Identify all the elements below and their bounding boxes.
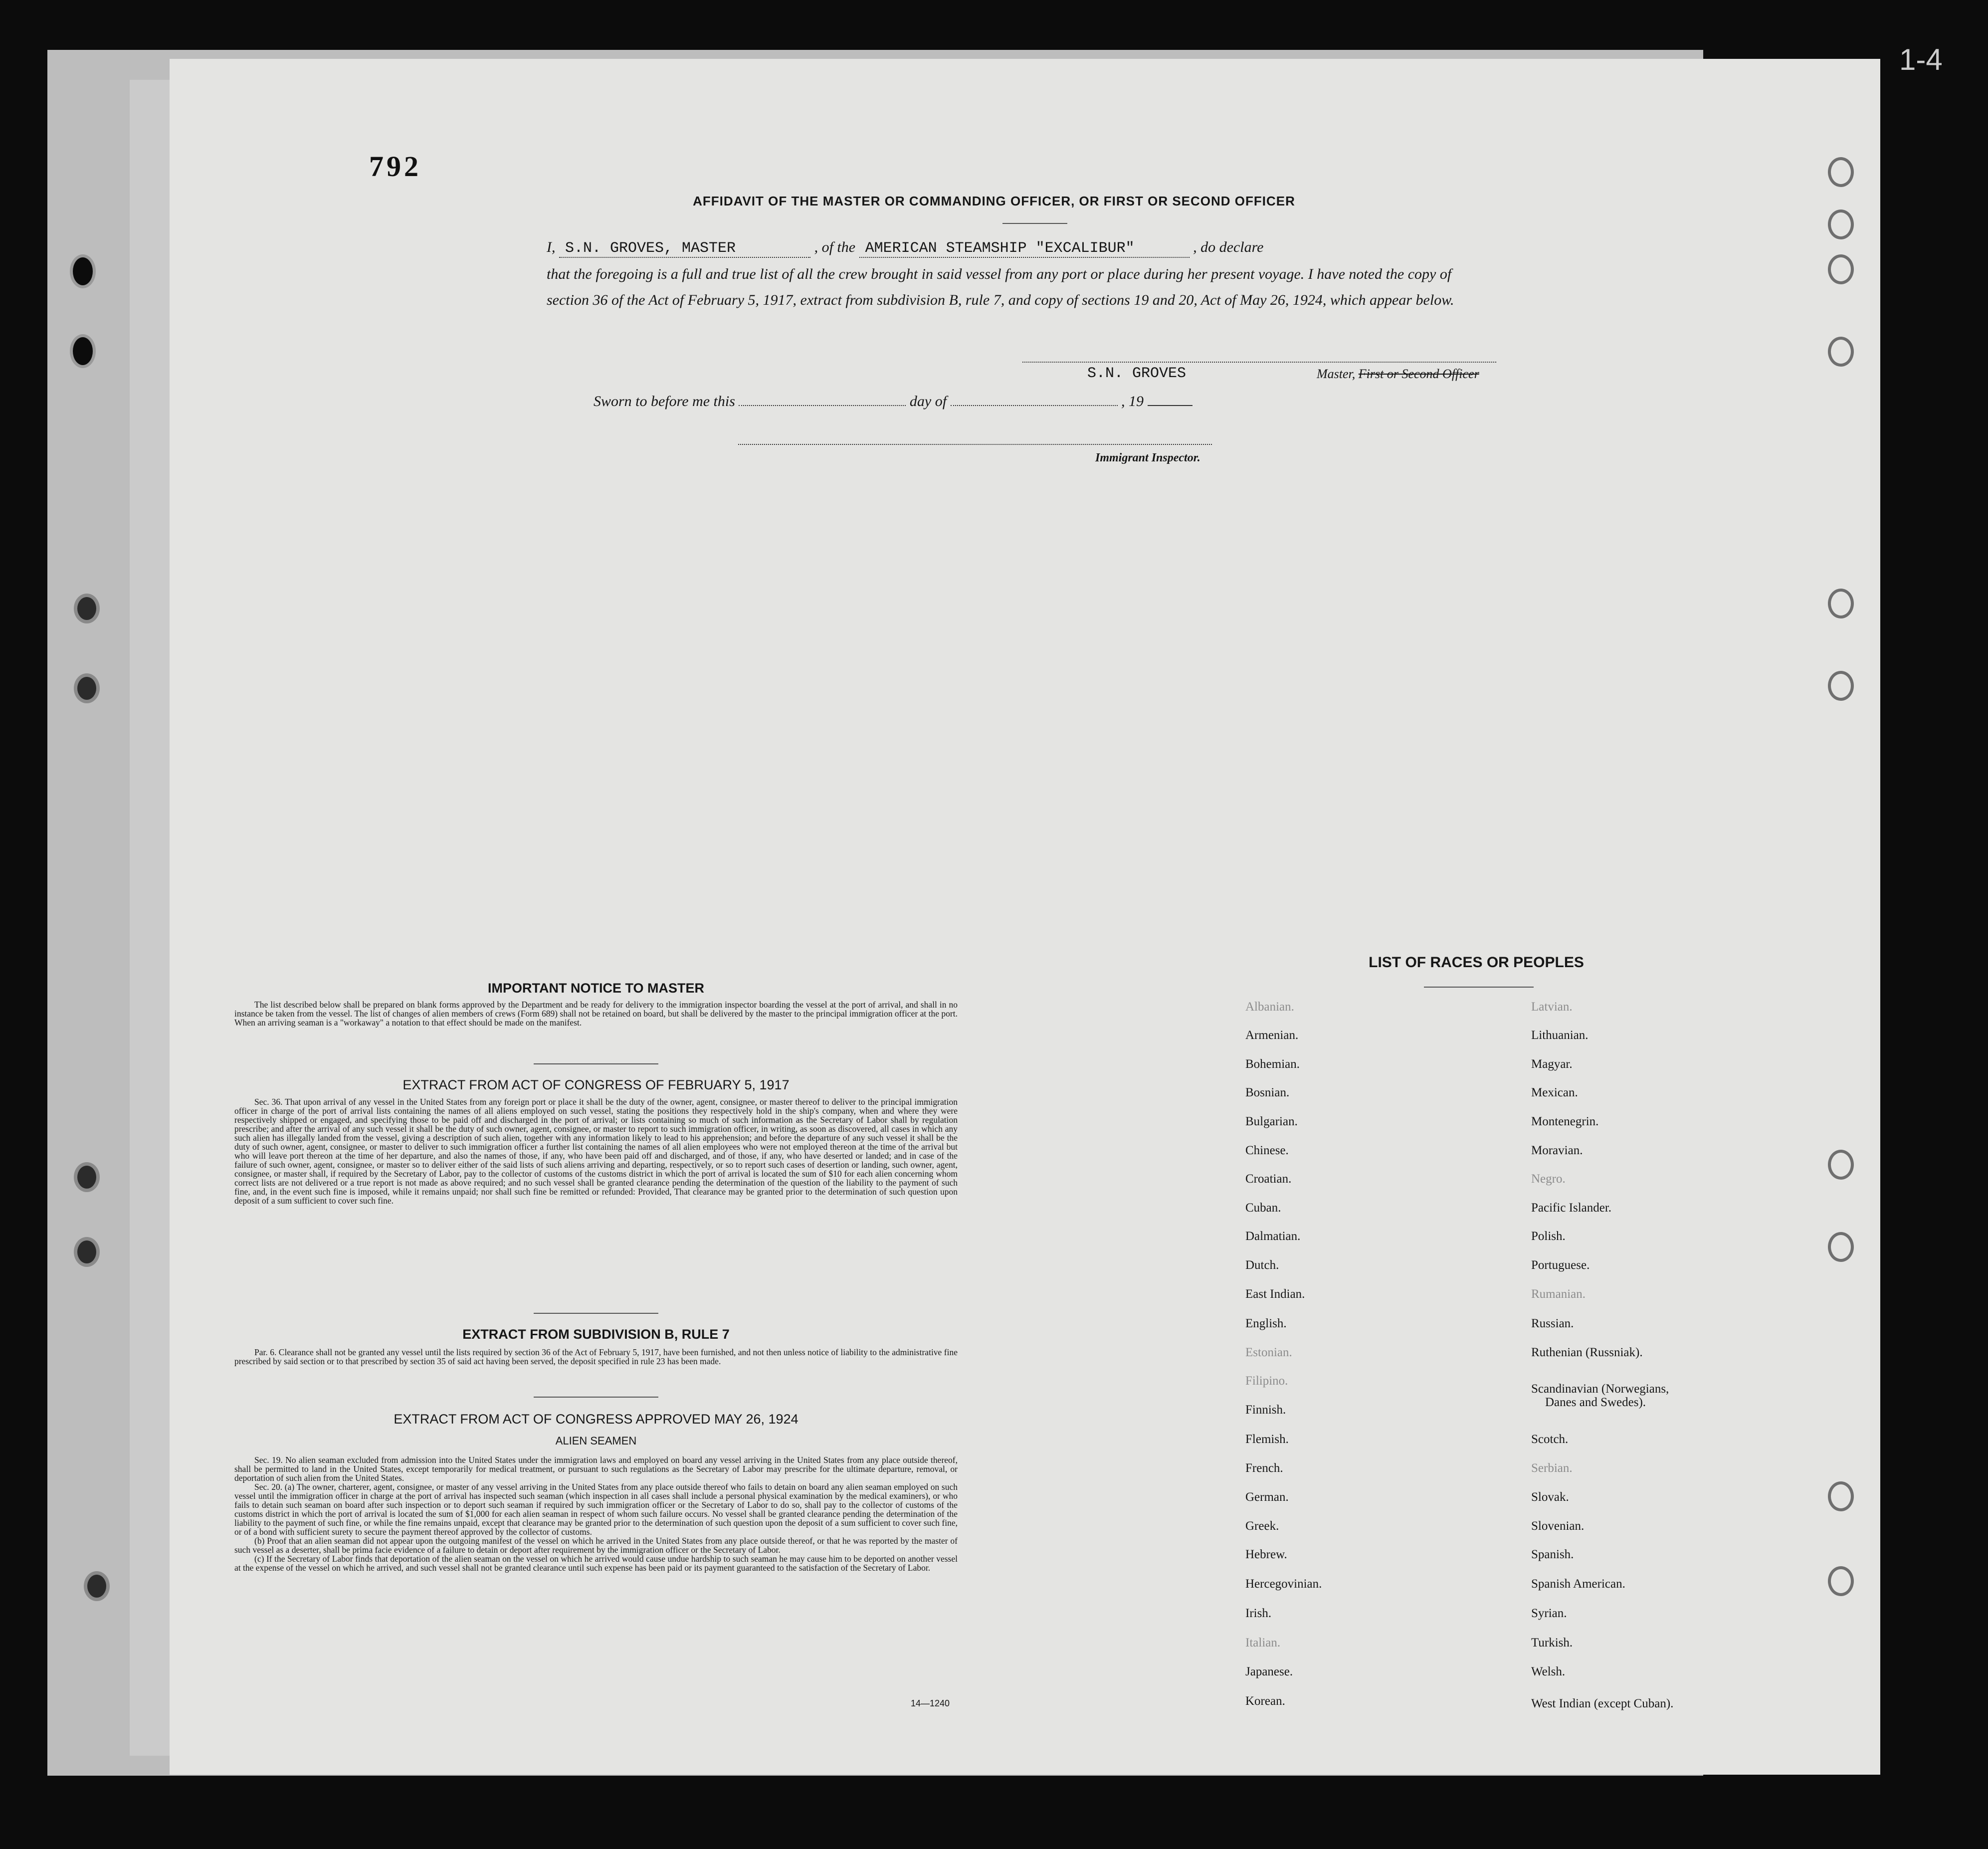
inspector-label: Immigrant Inspector. bbox=[1095, 451, 1200, 464]
race-item: Finnish. bbox=[1245, 1403, 1286, 1417]
race-item: Welsh. bbox=[1531, 1665, 1566, 1678]
race-item: Syrian. bbox=[1531, 1607, 1567, 1620]
affidavit-text: that the foregoing is a full and true list of all the crew brought in said vessel from any port or place during her present voyage. I have noted the copy of section 36 of the Act of February 5, 1917, extract from subdivision B, rule 7, and copy of sections 19 and 20, Act of May 26, 1924, which appear below. bbox=[547, 266, 1454, 308]
race-item: Moravian. bbox=[1531, 1144, 1583, 1157]
extract-1924-text: Sec. 19. No alien seaman excluded from admission into the United States under the immigration laws and employed on board any vessel arriving in the United States from any place outside thereof, shall be permitted to land in the United States, except temporarily for medical treatment, or pursuant to such regulations as the Secretary of Labor may prescribe for the ultimate departure, removal, or deportation of such alien from the United States. Sec. 20. (a) The owner, charterer, agent, consignee, or master of any vessel arriving in the United States from any place outside thereof who fails to detain on board any alien seaman employed on such vessel until the immigration officer in charge at the port of arrival has inspected such seaman (which inspection in all cases shall include a personal physical examination by the medical examiners), or who fails to detain such seaman on board after such inspection or to deport such seaman if required by such immigration officer or the Secretary of Labor to do so, shall pay to the collector of customs of the customs district in which the port of arrival is located the sum of $1,000 for each alien seaman in respect of whom such failure occurs. No vessel shall be granted clearance pending the determination of the liability to the payment of such fine, or while the fine remains unpaid, except that clearance may be granted prior to the determination of such question upon the deposit of a sum sufficient to cover such fine, or of a bond with sufficient surety to secure the payment thereof approved by the collector of customs. (b) Proof that an alien seaman did not appear upon the outgoing manifest of the vessel on which he arrived in the United States from any place outside thereof, or that he was reported by the master of such vessel as a deserter, shall be prima facie evidence of a failure to detain or deport after requirement by the immigration officer or the Secretary of Labor. (c) If the Secretary of Labor finds that deportation of the alien seaman on the vessel on which he arrived would cause undue hardship to such seaman he may cause him to be deported on another vessel at the expense of the vessel on which he arrived, and such vessel shall not be granted clearance until such expense has been paid or its payment guaranteed to the satisfaction of the Secretary of Labor. bbox=[234, 1455, 958, 1573]
punch-hole bbox=[1828, 209, 1854, 239]
race-item: Dalmatian. bbox=[1245, 1230, 1301, 1243]
races-title: LIST OF RACES OR PEOPLES bbox=[1369, 954, 1584, 971]
race-item: English. bbox=[1245, 1317, 1287, 1330]
signature-title: Master, First or Second Officer bbox=[1317, 367, 1479, 381]
race-item: Lithuanian. bbox=[1531, 1028, 1589, 1042]
punch-hole bbox=[1828, 671, 1854, 701]
notice-text: The list described below shall be prepared on blank forms approved by the Department and be ready for delivery to the immigration inspector boarding the vessel at the port of arrival, and shall in no instance be taken from the vessel. The list of changes of alien members of crews (Form 689) shall not be retained on board, but shall be delivered by the master to the principal immigration officer at the port. When an arriving seaman is a "workaway" a notation to that effect should be made on the manifest. bbox=[234, 1000, 958, 1027]
form-number: 14—1240 bbox=[911, 1698, 950, 1708]
inspector-signature-line bbox=[738, 444, 1212, 445]
binder-hole bbox=[70, 334, 96, 368]
race-item: Scandinavian (Norwegians, bbox=[1531, 1382, 1669, 1396]
punch-hole bbox=[1828, 337, 1854, 367]
race-item: Slovak. bbox=[1531, 1490, 1569, 1504]
of-the-text: , of the bbox=[814, 239, 856, 255]
corner-mark: 1-4 bbox=[1899, 43, 1943, 76]
race-item: Negro. bbox=[1531, 1172, 1566, 1186]
sworn-line: Sworn to before me this day of , 19 bbox=[594, 393, 1193, 410]
vessel-field: AMERICAN STEAMSHIP "EXCALIBUR" bbox=[859, 240, 1190, 258]
race-item: Estonian. bbox=[1245, 1346, 1292, 1359]
race-item: Serbian. bbox=[1531, 1461, 1573, 1475]
affidavit-lead: I, bbox=[547, 239, 556, 255]
race-item: Cuban. bbox=[1245, 1201, 1281, 1215]
race-item: Japanese. bbox=[1245, 1665, 1293, 1678]
extract-rule7-text: Par. 6. Clearance shall not be granted any vessel until the lists required by section 36 of the Act of February 5, 1917, have been furnished, and not then unless notice of liability to the administrative fine prescribed by said section or to that prescribed by section 35 of said act having been served, the deposit specified in rule 23 has been made. bbox=[234, 1347, 958, 1366]
punch-hole bbox=[1828, 1566, 1854, 1596]
race-item: German. bbox=[1245, 1490, 1289, 1504]
race-item: Pacific Islander. bbox=[1531, 1201, 1612, 1215]
race-item: Mexican. bbox=[1531, 1086, 1578, 1099]
binder-hole bbox=[70, 254, 96, 288]
divider bbox=[534, 1313, 658, 1314]
punch-hole bbox=[1828, 157, 1854, 187]
extract-1924-subtitle: ALIEN SEAMEN bbox=[555, 1435, 637, 1447]
race-item: Ruthenian (Russniak). bbox=[1531, 1346, 1643, 1359]
race-item: Armenian. bbox=[1245, 1028, 1299, 1042]
race-item: Bohemian. bbox=[1245, 1057, 1300, 1071]
binder-hole bbox=[74, 1162, 100, 1192]
divider bbox=[534, 1397, 658, 1398]
race-item: Slovenian. bbox=[1531, 1519, 1585, 1533]
race-item: East Indian. bbox=[1245, 1287, 1305, 1301]
declarant-field: S.N. GROVES, MASTER bbox=[559, 240, 810, 258]
extract-rule7-title: EXTRACT FROM SUBDIVISION B, RULE 7 bbox=[462, 1327, 730, 1342]
race-item: Danes and Swedes). bbox=[1545, 1396, 1646, 1409]
race-item: Portuguese. bbox=[1531, 1258, 1590, 1272]
stamp-number: 792 bbox=[369, 150, 421, 183]
race-item: Russian. bbox=[1531, 1317, 1574, 1330]
race-item: Korean. bbox=[1245, 1694, 1285, 1708]
race-item: Hebrew. bbox=[1245, 1548, 1287, 1561]
divider bbox=[1002, 223, 1067, 224]
race-item: Dutch. bbox=[1245, 1258, 1279, 1272]
punch-hole bbox=[1828, 254, 1854, 284]
race-item: Flemish. bbox=[1245, 1433, 1289, 1446]
race-item: Filipino. bbox=[1245, 1374, 1288, 1388]
race-item: Montenegrin. bbox=[1531, 1115, 1599, 1128]
divider bbox=[1424, 987, 1534, 988]
affidavit-title: AFFIDAVIT OF THE MASTER OR COMMANDING OFFICER, OR FIRST OR SECOND OFFICER bbox=[693, 194, 1295, 208]
extract-1924-title: EXTRACT FROM ACT OF CONGRESS APPROVED MAY 26, 1924 bbox=[394, 1412, 798, 1427]
race-item: Polish. bbox=[1531, 1230, 1566, 1243]
notice-title: IMPORTANT NOTICE TO MASTER bbox=[488, 981, 704, 996]
affidavit-body bbox=[547, 234, 1494, 313]
binder-hole bbox=[84, 1571, 110, 1601]
punch-hole bbox=[1828, 1232, 1854, 1262]
punch-hole bbox=[1828, 1481, 1854, 1511]
race-item: Croatian. bbox=[1245, 1172, 1292, 1186]
do-declare-text: , do declare bbox=[1193, 239, 1264, 255]
race-item: Spanish American. bbox=[1531, 1577, 1625, 1591]
race-item: Irish. bbox=[1245, 1607, 1272, 1620]
signature-line bbox=[1022, 362, 1496, 363]
binder-hole bbox=[74, 1237, 100, 1267]
race-item: Turkish. bbox=[1531, 1636, 1573, 1649]
binder-hole bbox=[74, 673, 100, 703]
race-item: Bosnian. bbox=[1245, 1086, 1290, 1099]
affidavit-first-line bbox=[547, 234, 1494, 261]
race-item: Albanian. bbox=[1245, 1000, 1294, 1014]
race-item: Rumanian. bbox=[1531, 1287, 1586, 1301]
race-item: Italian. bbox=[1245, 1636, 1281, 1649]
binder-hole bbox=[74, 594, 100, 623]
race-item: Spanish. bbox=[1531, 1548, 1574, 1561]
signature-name: S.N. GROVES bbox=[1087, 365, 1187, 382]
race-item: Hercegovinian. bbox=[1245, 1577, 1322, 1591]
punch-hole bbox=[1828, 589, 1854, 618]
race-item: Scotch. bbox=[1531, 1433, 1569, 1446]
extract-1917-text: Sec. 36. That upon arrival of any vessel in the United States from any foreign port or place it shall be the duty of the owner, agent, consignee, or master thereof to deliver to the principal immigration officer in charge of the port of arrival lists containing the names of all aliens employed on such vessel, stating the positions they respectively hold in the ship's company, when and where they were respectively shipped or engaged, and specifying those to be paid off and discharged in the port of arrival; or lists containing so much of such information as the Secretary of Labor shall by regulation prescribe; and after the arrival of any such vessel it shall be the duty of such owner, agent, consignee, or master to report to such immigration officer, in writing, as soon as discovered, all cases in which any such alien has illegally landed from the vessel, giving a description of such alien, together with any information likely to lead to his apprehension; and before the departure of any such vessel it shall be the duty of such owner, agent, consignee, or master to deliver to such immigration officer a further list containing the names of all alien employees who were not employed thereon at the time of the arrival but who will leave port thereon at the time of her departure, and also the names of those, if any, who have been paid off and discharged, and of those, if any, who have deserted or landed; and in case of the failure of such owner, agent, consignee, or master so to deliver either of the said lists of such aliens arriving and departing, respectively, or so to report such cases of desertion or landing, such owner, agent, consignee, or master shall, if required by the Secretary of Labor, pay to the collector of customs of the customs district in which the port of arrival is located the sum of $10 for each alien concerning whom correct lists are not delivered or a true report is not made as above required; and no such vessel shall be granted clearance pending the determination of the question of the liability to the payment of such fine, and, in the event such fine is imposed, while it remains unpaid; nor shall such fine be remitted or refunded: Provided, That clearance may be granted prior to the determination of such question upon deposit of a sum sufficient to cover such fine. bbox=[234, 1097, 958, 1206]
extract-1917-title: EXTRACT FROM ACT OF CONGRESS OF FEBRUARY 5, 1917 bbox=[402, 1077, 790, 1092]
race-item: Latvian. bbox=[1531, 1000, 1573, 1014]
race-item: Bulgarian. bbox=[1245, 1115, 1298, 1128]
race-item: Greek. bbox=[1245, 1519, 1279, 1533]
race-item: French. bbox=[1245, 1461, 1283, 1475]
punch-hole bbox=[1828, 1150, 1854, 1180]
divider bbox=[534, 1063, 658, 1064]
race-item: Magyar. bbox=[1531, 1057, 1573, 1071]
race-item: West Indian (except Cuban). bbox=[1531, 1697, 1674, 1710]
race-item: Chinese. bbox=[1245, 1144, 1289, 1157]
